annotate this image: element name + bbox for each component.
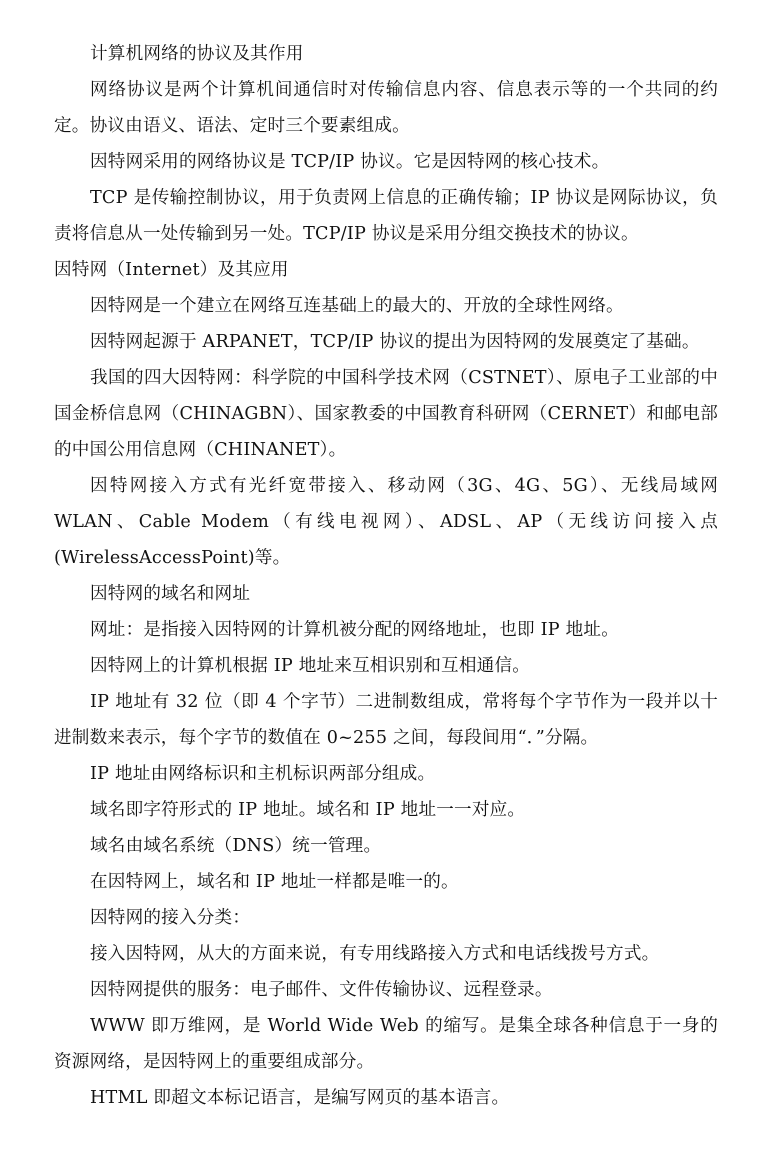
paragraph-www: WWW 即万维网，是 World Wide Web 的缩写。是集全球各种信息于一身的资源网络，是因特网上的重要组成部分。 xyxy=(54,1016,718,1072)
paragraph-ip-parts: IP 地址由网络标识和主机标识两部分组成。 xyxy=(90,764,436,784)
paragraph-html: HTML 即超文本标记语言，是编写网页的基本语言。 xyxy=(90,1088,510,1108)
heading-network-protocols: 计算机网络的协议及其作用 xyxy=(90,44,304,64)
paragraph-uniqueness: 在因特网上，域名和 IP 地址一样都是唯一的。 xyxy=(90,872,459,892)
heading-internet-applications: 因特网（Internet）及其应用 xyxy=(54,260,289,280)
paragraph-access-types: 接入因特网，从大的方面来说，有专用线路接入方式和电话线拨号方式。 xyxy=(90,944,660,964)
paragraph-dns: 域名由域名系统（DNS）统一管理。 xyxy=(90,836,382,856)
paragraph-internet-definition: 因特网是一个建立在网络互连基础上的最大的、开放的全球性网络。 xyxy=(90,296,624,316)
paragraph-ip-format: IP 地址有 32 位（即 4 个字节）二进制数组成，常将每个字节作为一段并以十进制数来表示，每个字节的数值在 0~255 之间，每段间用“．”分隔。 xyxy=(54,692,718,748)
paragraph-four-networks: 我国的四大因特网：科学院的中国科学技术网（CSTNET）、原电子工业部的中国金桥信息网（CHINAGBN）、国家教委的中国教育科研网（CERNET）和邮电部的中国公用信息网（CHINANET）。 xyxy=(54,368,718,460)
heading-domain-and-address: 因特网的域名和网址 xyxy=(90,584,251,604)
paragraph-tcp-ip-roles: TCP 是传输控制协议，用于负责网上信息的正确传输；IP 协议是网际协议，负责将信息从一处传输到另一处。TCP/IP 协议是采用分组交换技术的协议。 xyxy=(54,188,718,244)
paragraph-internet-services: 因特网提供的服务：电子邮件、文件传输协议、远程登录。 xyxy=(90,980,553,1000)
paragraph-address-definition: 网址：是指接入因特网的计算机被分配的网络地址，也即 IP 地址。 xyxy=(90,620,620,640)
paragraph-access-methods: 因特网接入方式有光纤宽带接入、移动网（3G、4G、5G）、无线局域网 WLAN、Cable Modem（有线电视网）、ADSL、AP（无线访问接入点(WirelessAccessPoint)等。 xyxy=(54,476,718,568)
paragraph-domain-definition: 域名即字符形式的 IP 地址。域名和 IP 地址一一对应。 xyxy=(90,800,526,820)
paragraph-arpanet-origin: 因特网起源于 ARPANET，TCP/IP 协议的提出为因特网的发展奠定了基础。 xyxy=(90,332,700,352)
paragraph-tcpip-core: 因特网采用的网络协议是 TCP/IP 协议。它是因特网的核心技术。 xyxy=(90,152,610,172)
paragraph-ip-identification: 因特网上的计算机根据 IP 地址来互相识别和互相通信。 xyxy=(90,656,531,676)
document-body xyxy=(54,36,718,1116)
paragraph-protocol-definition: 网络协议是两个计算机间通信时对传输信息内容、信息表示等的一个共同的约定。协议由语义、语法、定时三个要素组成。 xyxy=(54,80,718,136)
heading-access-classification: 因特网的接入分类： xyxy=(90,908,251,928)
